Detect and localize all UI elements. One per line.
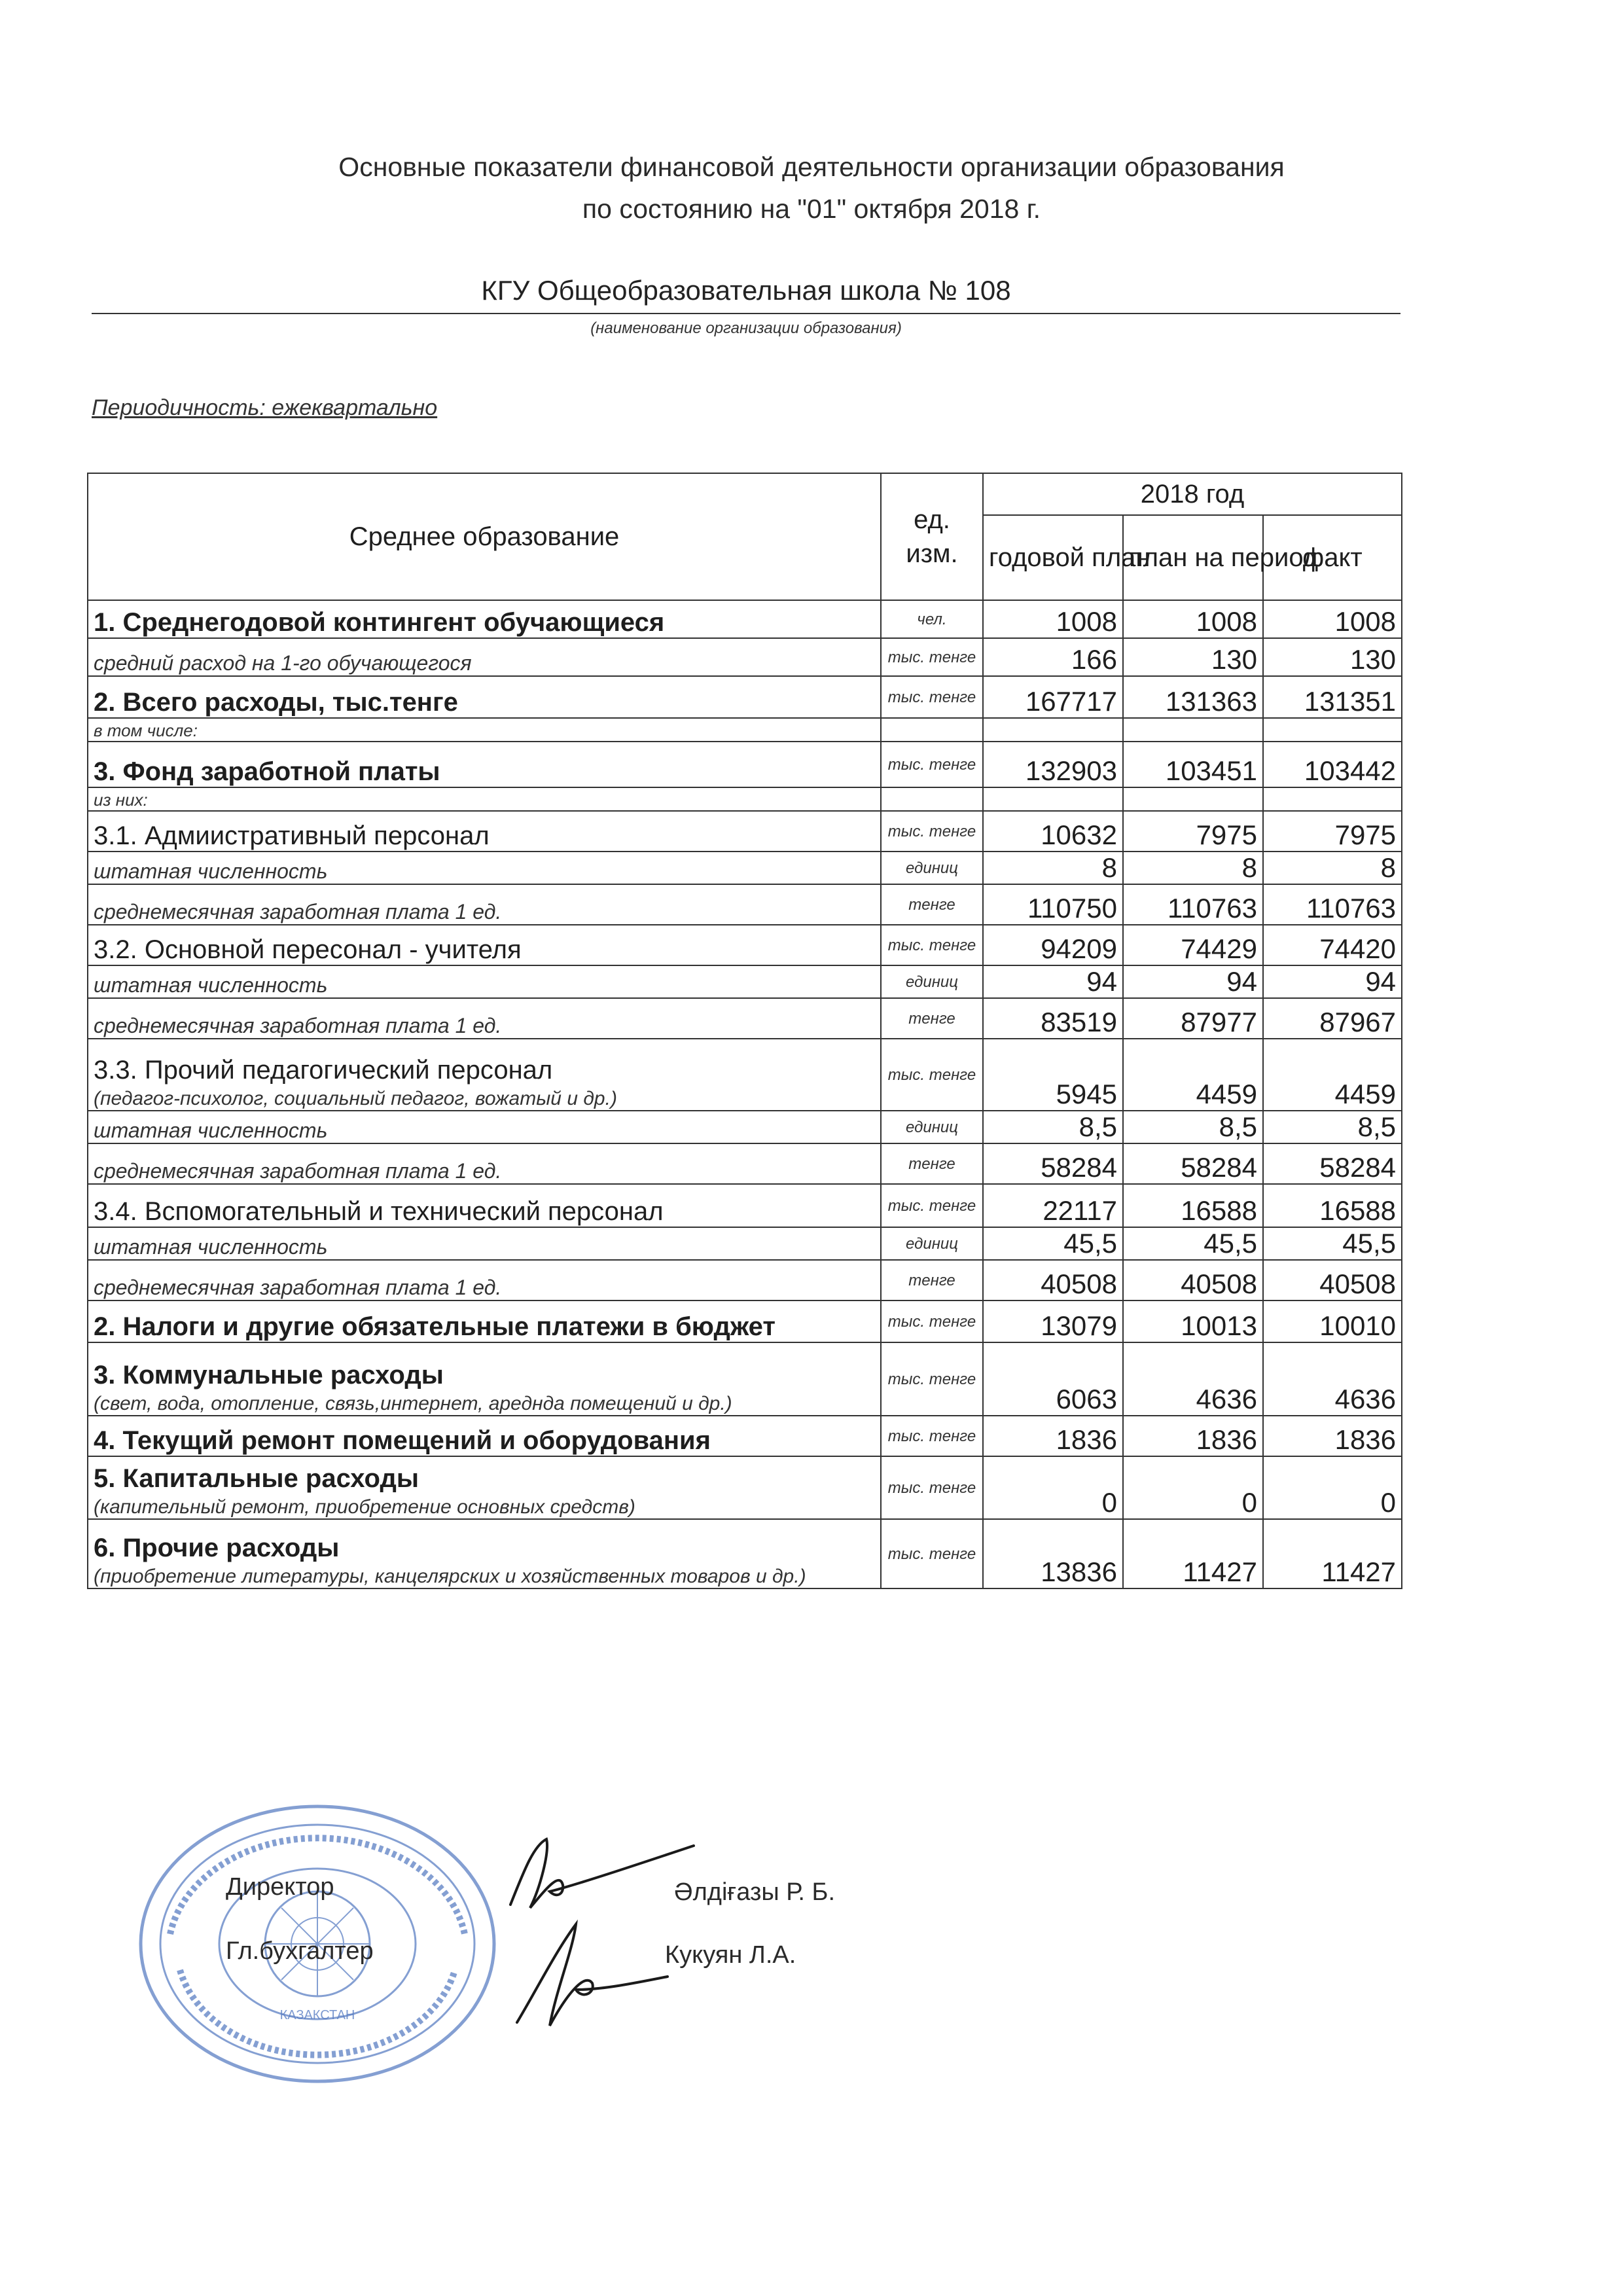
table-row bbox=[88, 1184, 1402, 1227]
cell-period: 4636 bbox=[1123, 1342, 1263, 1416]
row-unit: тыс. тенге bbox=[881, 1456, 983, 1519]
cell-plan: 58284 bbox=[983, 1143, 1123, 1184]
header-row bbox=[88, 473, 1402, 515]
column-header-name: Среднее образование bbox=[88, 473, 881, 600]
director-name: Әлдіғазы Р. Б. bbox=[674, 1878, 836, 1906]
row-label bbox=[88, 1143, 881, 1184]
cell-plan: 8 bbox=[983, 852, 1123, 884]
row-label bbox=[88, 1519, 881, 1588]
row-label-text: штатная численность bbox=[94, 973, 328, 997]
row-label-text: 6. Прочие расходы bbox=[94, 1534, 340, 1562]
cell-plan: 1008 bbox=[983, 600, 1123, 638]
cell-period: 110763 bbox=[1123, 884, 1263, 925]
row-unit: тыс. тенге bbox=[881, 676, 983, 718]
cell-period bbox=[1123, 787, 1263, 811]
row-label-text: штатная численность bbox=[94, 859, 328, 883]
cell-fact: 1836 bbox=[1263, 1416, 1402, 1456]
row-unit: тенге bbox=[881, 998, 983, 1039]
cell-plan: 45,5 bbox=[983, 1227, 1123, 1260]
row-label-text: 3.2. Основной пересонал - учителя bbox=[94, 935, 522, 964]
organization-underline bbox=[92, 313, 1400, 314]
cell-plan: 13836 bbox=[983, 1519, 1123, 1588]
table-row bbox=[88, 884, 1402, 925]
row-label bbox=[88, 787, 881, 811]
row-label bbox=[88, 1342, 881, 1416]
row-label bbox=[88, 998, 881, 1039]
cell-period: 45,5 bbox=[1123, 1227, 1263, 1260]
row-unit: тыс. тенге bbox=[881, 1039, 983, 1111]
row-label-text: 1. Среднегодовой контингент обучающиеся bbox=[94, 608, 665, 637]
cell-plan: 83519 bbox=[983, 998, 1123, 1039]
table-row bbox=[88, 965, 1402, 998]
table-row bbox=[88, 1143, 1402, 1184]
row-unit: тыс. тенге bbox=[881, 1342, 983, 1416]
table-row bbox=[88, 1519, 1402, 1588]
report-date: по состоянию на "01" октября 2018 г. bbox=[582, 194, 1041, 224]
cell-fact: 8,5 bbox=[1263, 1111, 1402, 1143]
cell-period: 103451 bbox=[1123, 742, 1263, 787]
cell-plan bbox=[983, 718, 1123, 742]
cell-plan: 1836 bbox=[983, 1416, 1123, 1456]
table-row bbox=[88, 1260, 1402, 1300]
cell-plan: 6063 bbox=[983, 1342, 1123, 1416]
accountant-signature bbox=[504, 1911, 674, 2042]
row-label bbox=[88, 1184, 881, 1227]
table-row bbox=[88, 1111, 1402, 1143]
cell-fact: 58284 bbox=[1263, 1143, 1402, 1184]
table-row bbox=[88, 1039, 1402, 1111]
table-row bbox=[88, 852, 1402, 884]
table-row bbox=[88, 998, 1402, 1039]
column-header-year: 2018 год bbox=[983, 473, 1402, 515]
row-label bbox=[88, 884, 881, 925]
table-row bbox=[88, 787, 1402, 811]
cell-period: 4459 bbox=[1123, 1039, 1263, 1111]
row-label bbox=[88, 742, 881, 787]
organization-name: КГУ Общеобразовательная школа № 108 bbox=[481, 275, 1011, 306]
cell-plan: 166 bbox=[983, 638, 1123, 676]
cell-period: 1008 bbox=[1123, 600, 1263, 638]
row-unit: единиц bbox=[881, 965, 983, 998]
cell-fact: 8 bbox=[1263, 852, 1402, 884]
cell-fact: 11427 bbox=[1263, 1519, 1402, 1588]
cell-plan: 10632 bbox=[983, 811, 1123, 852]
director-label: Директор bbox=[226, 1873, 334, 1901]
organization-caption: (наименование организации образования) bbox=[590, 319, 902, 337]
row-label-text: штатная численность bbox=[94, 1119, 328, 1142]
cell-fact bbox=[1263, 787, 1402, 811]
accountant-label: Гл.бухгалтер bbox=[226, 1937, 374, 1965]
row-unit: тыс. тенге bbox=[881, 1184, 983, 1227]
row-label-text: 3.3. Прочий педагогический персонал bbox=[94, 1056, 553, 1085]
row-label bbox=[88, 925, 881, 965]
row-sublabel: (капительный ремонт, приобретение основных средств) bbox=[94, 1496, 635, 1518]
table-row bbox=[88, 1416, 1402, 1456]
cell-period: 10013 bbox=[1123, 1300, 1263, 1342]
cell-plan: 0 bbox=[983, 1456, 1123, 1519]
cell-period: 8 bbox=[1123, 852, 1263, 884]
row-unit: единиц bbox=[881, 1227, 983, 1260]
row-sublabel: (педагог-психолог, социальный педагог, вожатый и др.) bbox=[94, 1088, 617, 1109]
row-label-text: 3.1. Адмиистративный персонал bbox=[94, 821, 490, 850]
column-header-fact: факт bbox=[1263, 515, 1402, 600]
row-sublabel: (свет, вода, отопление, связь,интернет, ареднда помещений и др.) bbox=[94, 1393, 732, 1414]
cell-period: 11427 bbox=[1123, 1519, 1263, 1588]
table-row bbox=[88, 718, 1402, 742]
cell-fact: 131351 bbox=[1263, 676, 1402, 718]
cell-fact: 0 bbox=[1263, 1456, 1402, 1519]
cell-fact: 16588 bbox=[1263, 1184, 1402, 1227]
row-label bbox=[88, 1227, 881, 1260]
row-unit: тыс. тенге bbox=[881, 925, 983, 965]
row-label-text: 3. Коммунальные расходы bbox=[94, 1361, 444, 1390]
table-row bbox=[88, 811, 1402, 852]
cell-plan: 13079 bbox=[983, 1300, 1123, 1342]
row-label bbox=[88, 638, 881, 676]
cell-plan: 40508 bbox=[983, 1260, 1123, 1300]
cell-period: 16588 bbox=[1123, 1184, 1263, 1227]
row-unit: чел. bbox=[881, 600, 983, 638]
cell-fact: 40508 bbox=[1263, 1260, 1402, 1300]
row-label-text: 3.4. Вспомогательный и технический персонал bbox=[94, 1197, 664, 1226]
row-label-text: 2. Налоги и другие обязательные платежи в бюджет bbox=[94, 1312, 776, 1341]
row-label bbox=[88, 1111, 881, 1143]
cell-fact: 45,5 bbox=[1263, 1227, 1402, 1260]
cell-fact bbox=[1263, 718, 1402, 742]
row-label bbox=[88, 811, 881, 852]
cell-fact: 10010 bbox=[1263, 1300, 1402, 1342]
row-label-text: средний расход на 1-го обучающегося bbox=[94, 651, 472, 675]
cell-fact: 4459 bbox=[1263, 1039, 1402, 1111]
cell-plan: 132903 bbox=[983, 742, 1123, 787]
cell-plan bbox=[983, 787, 1123, 811]
cell-fact: 74420 bbox=[1263, 925, 1402, 965]
cell-fact: 130 bbox=[1263, 638, 1402, 676]
table-row bbox=[88, 676, 1402, 718]
table-row bbox=[88, 1227, 1402, 1260]
row-unit: тыс. тенге bbox=[881, 1519, 983, 1588]
cell-fact: 103442 bbox=[1263, 742, 1402, 787]
cell-plan: 8,5 bbox=[983, 1111, 1123, 1143]
cell-plan: 110750 bbox=[983, 884, 1123, 925]
row-label bbox=[88, 1260, 881, 1300]
row-label-text: среднемесячная заработная плата 1 ед. bbox=[94, 1276, 502, 1299]
cell-period: 58284 bbox=[1123, 1143, 1263, 1184]
row-label bbox=[88, 1456, 881, 1519]
row-unit: тыс. тенге bbox=[881, 1300, 983, 1342]
row-label bbox=[88, 1039, 881, 1111]
cell-period: 1836 bbox=[1123, 1416, 1263, 1456]
financial-table bbox=[87, 473, 1402, 1589]
table-row bbox=[88, 638, 1402, 676]
cell-period: 130 bbox=[1123, 638, 1263, 676]
row-unit: единиц bbox=[881, 1111, 983, 1143]
cell-period: 7975 bbox=[1123, 811, 1263, 852]
cell-period bbox=[1123, 718, 1263, 742]
cell-plan: 22117 bbox=[983, 1184, 1123, 1227]
table-row bbox=[88, 600, 1402, 638]
cell-fact: 110763 bbox=[1263, 884, 1402, 925]
row-unit: тыс. тенге bbox=[881, 638, 983, 676]
row-label bbox=[88, 718, 881, 742]
row-label-text: среднемесячная заработная плата 1 ед. bbox=[94, 1159, 502, 1183]
director-signature bbox=[484, 1826, 700, 1924]
row-unit: тыс. тенге bbox=[881, 742, 983, 787]
row-sublabel: (приобретение литературы, канцелярских и хозяйственных товаров и др.) bbox=[94, 1566, 806, 1587]
row-label bbox=[88, 1300, 881, 1342]
cell-fact: 94 bbox=[1263, 965, 1402, 998]
cell-period: 87977 bbox=[1123, 998, 1263, 1039]
row-label-text: 3. Фонд заработной платы bbox=[94, 757, 440, 786]
row-label-text: 2. Всего расходы, тыс.тенге bbox=[94, 688, 458, 717]
row-unit: тенге bbox=[881, 1260, 983, 1300]
row-unit: тыс. тенге bbox=[881, 1416, 983, 1456]
cell-fact: 87967 bbox=[1263, 998, 1402, 1039]
cell-period: 131363 bbox=[1123, 676, 1263, 718]
row-label bbox=[88, 852, 881, 884]
cell-period: 94 bbox=[1123, 965, 1263, 998]
row-label-text: в том числе: bbox=[94, 721, 198, 740]
row-label bbox=[88, 676, 881, 718]
row-label-text: штатная численность bbox=[94, 1235, 328, 1259]
table-row bbox=[88, 1342, 1402, 1416]
row-label bbox=[88, 1416, 881, 1456]
periodicity: Периодичность: ежеквартально bbox=[92, 395, 438, 420]
table-row bbox=[88, 925, 1402, 965]
cell-fact: 1008 bbox=[1263, 600, 1402, 638]
cell-period: 8,5 bbox=[1123, 1111, 1263, 1143]
report-title: Основные показатели финансовой деятельности организации образования bbox=[338, 152, 1285, 182]
cell-plan: 5945 bbox=[983, 1039, 1123, 1111]
row-unit bbox=[881, 787, 983, 811]
table-row bbox=[88, 742, 1402, 787]
row-label-text: среднемесячная заработная плата 1 ед. bbox=[94, 900, 502, 924]
row-label bbox=[88, 965, 881, 998]
row-label-text: 4. Текущий ремонт помещений и оборудования bbox=[94, 1426, 711, 1455]
cell-plan: 167717 bbox=[983, 676, 1123, 718]
column-header-plan-year: годовой план bbox=[983, 515, 1123, 600]
cell-period: 74429 bbox=[1123, 925, 1263, 965]
column-header-unit: ед. изм. bbox=[881, 473, 983, 600]
stamp-text: КАЗАКСТАН bbox=[279, 2008, 355, 2022]
row-unit bbox=[881, 718, 983, 742]
cell-plan: 94 bbox=[983, 965, 1123, 998]
table-row bbox=[88, 1300, 1402, 1342]
row-label-text: 5. Капитальные расходы bbox=[94, 1464, 419, 1493]
column-header-plan-period: план на период bbox=[1123, 515, 1263, 600]
row-unit: тыс. тенге bbox=[881, 811, 983, 852]
cell-period: 0 bbox=[1123, 1456, 1263, 1519]
accountant-name: Кукуян Л.А. bbox=[665, 1941, 796, 1969]
cell-fact: 4636 bbox=[1263, 1342, 1402, 1416]
row-label-text: среднемесячная заработная плата 1 ед. bbox=[94, 1014, 502, 1037]
cell-fact: 7975 bbox=[1263, 811, 1402, 852]
row-unit: тенге bbox=[881, 1143, 983, 1184]
table-body bbox=[88, 600, 1402, 1588]
row-unit: единиц bbox=[881, 852, 983, 884]
row-label-text: из них: bbox=[94, 790, 148, 810]
row-unit: тенге bbox=[881, 884, 983, 925]
table-row bbox=[88, 1456, 1402, 1519]
row-label bbox=[88, 600, 881, 638]
cell-plan: 94209 bbox=[983, 925, 1123, 965]
cell-period: 40508 bbox=[1123, 1260, 1263, 1300]
